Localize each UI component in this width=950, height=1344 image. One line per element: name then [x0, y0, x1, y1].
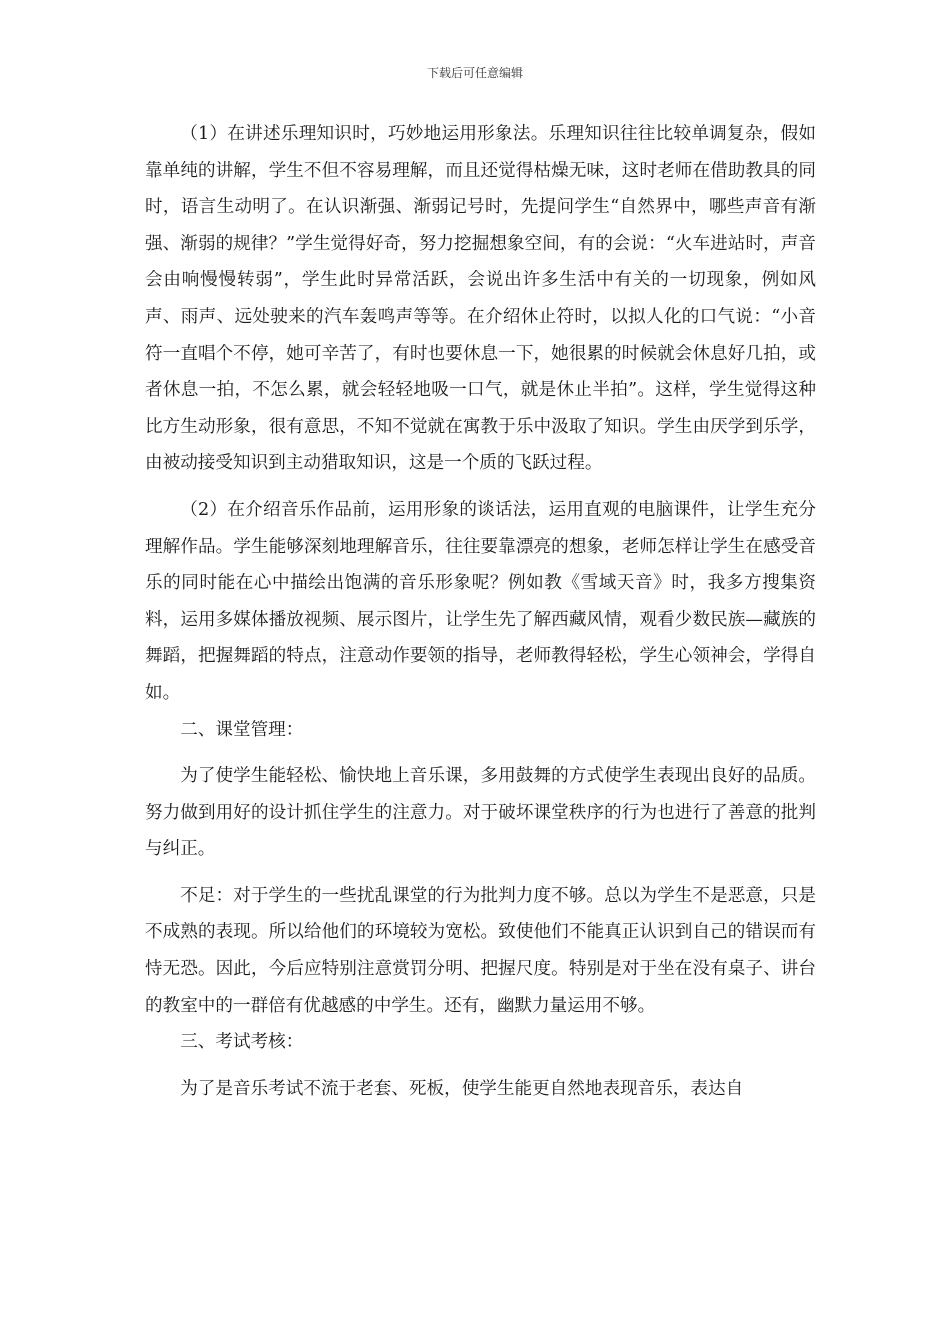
section-heading-classroom-management: 二、课堂管理： [180, 719, 304, 740]
paragraph-exams: 为了是音乐考试不流于老套、死板，使学生能更自然地表现音乐，表达自 [180, 1078, 744, 1099]
document-body [145, 116, 816, 1107]
page-header-note: 下载后可任意编辑 [426, 66, 523, 80]
paragraph-classroom-management: 为了使学生能轻松、愉快地上音乐课，多用鼓舞的方式使学生表现出良好的品质。努力做到用好的设计抓住学生的注意力。对于破坏课堂秩序的行为也进行了善意的批判与纠正。 [145, 766, 816, 860]
paragraph-music-works: （2）在介绍音乐作品前，运用形象的谈话法，运用直观的电脑课件，让学生充分理解作品。学生能够深刻地理解音乐，往往要靠漂亮的想象，老师怎样让学生在感受音乐的同时能在心中描绘出饱满的音乐形象呢？例如教《雪域天音》时，我多方搜集资料，运用多媒体播放视频、展示图片，让学生先了解西藏风情，观看少数民族—藏族的舞蹈，把握舞蹈的特点，注意动作要领的指导，老师教得轻松，学生心领神会，学得自如。 [145, 499, 816, 703]
section-heading-exams: 三、考试考核： [180, 1032, 304, 1053]
paragraph-music-theory: （1）在讲述乐理知识时，巧妙地运用形象法。乐理知识往往比较单调复杂，假如靠单纯的讲解，学生不但不容易理解，而且还觉得枯燥无味，这时老师在借助教具的同时，语言生动明了。在认识渐强、渐弱记号时，先提问学生“自然界中，哪些声音有渐强、渐弱的规律？”学生觉得好奇，努力挖掘想象空间，有的会说：“火车进站时，声音会由响慢慢转弱”，学生此时异常活跃，会说出许多生活中有关的一切现象，例如风声、雨声、远处驶来的汽车轰鸣声等等。在介绍休止符时，以拟人化的口气说：“小音符一直唱个不停，她可辛苦了，有时也要休息一下，她很累的时候就会休息好几拍，或者休息一拍，不怎么累，就会轻轻地吸一口气，就是休止半拍”。这样，学生觉得这种比方生动形象，很有意思，不知不觉就在寓教于乐中汲取了知识。学生由厌学到乐学，由被动接受知识到主动猎取知识，这是一个质的飞跃过程。 [145, 124, 816, 474]
paragraph-shortcomings: 不足：对于学生的一些扰乱课堂的行为批判力度不够。总以为学生不是恶意，只是不成熟的表现。所以给他们的环境较为宽松。致使他们不能真正认识到自己的错误而有恃无恐。因此，今后应特别注意赏罚分明、把握尺度。特别是对于坐在没有桌子、讲台的教室中的一群倍有优越感的中学生。还有，幽默力量运用不够。 [145, 885, 816, 1016]
